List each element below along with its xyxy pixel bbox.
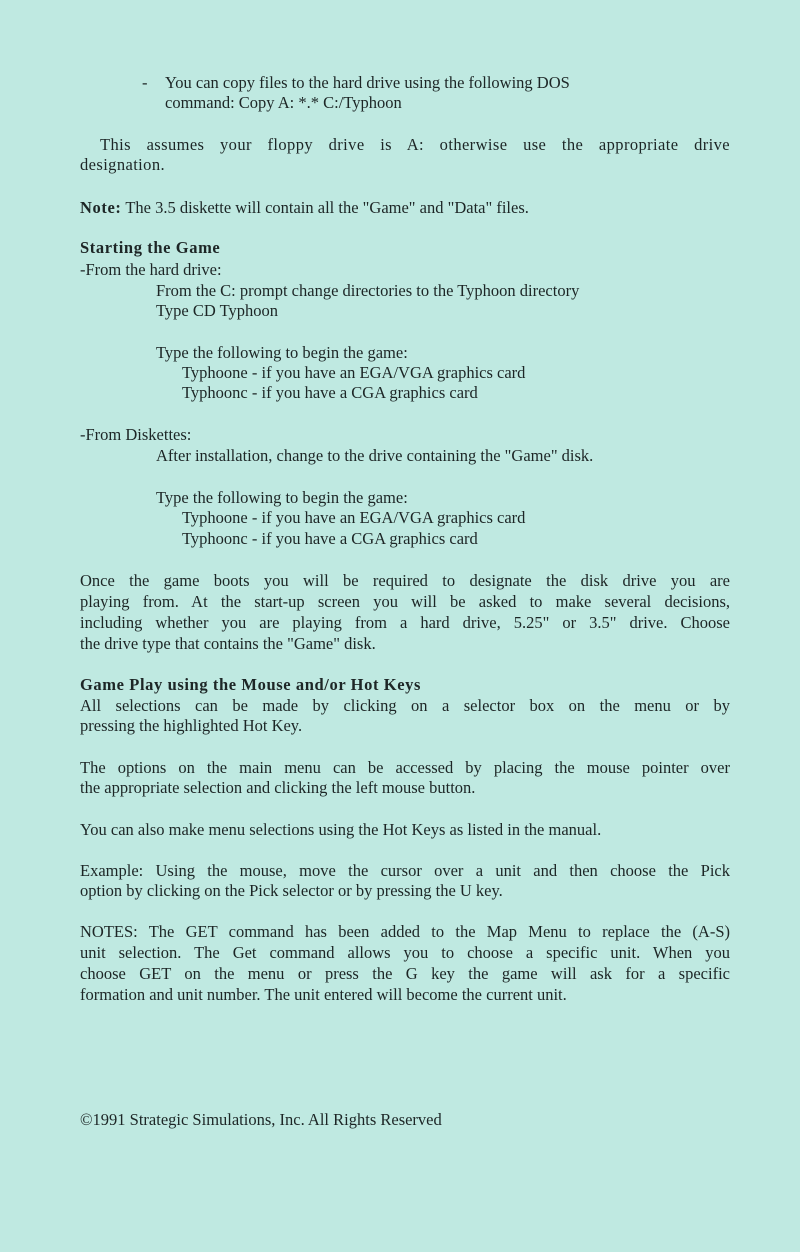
boot-line-4: the drive type that contains the "Game" disk. — [80, 634, 376, 653]
assume-line-2: designation. — [80, 155, 165, 174]
hard-drive-option-1: Typhoone - if you have an EGA/VGA graphics card — [182, 363, 526, 382]
boot-line-1: Once the game boots you will be required to designate the disk drive you are — [80, 571, 730, 590]
note-label: Note: — [80, 198, 122, 217]
copy-line-1: You can copy files to the hard drive using the following DOS — [165, 73, 570, 92]
notes-line-4: formation and unit number. The unit entered will become the current unit. — [80, 985, 567, 1004]
note-line — [80, 198, 529, 218]
note-text: The 3.5 diskette will contain all the "Game" and "Data" files. — [125, 198, 529, 217]
bullet-dash: - — [142, 73, 148, 92]
diskettes-option-1: Typhoone - if you have an EGA/VGA graphics card — [182, 508, 526, 527]
gameplay-p2-line-1: The options on the main menu can be accessed by placing the mouse pointer over — [80, 758, 730, 777]
hard-drive-label: -From the hard drive: — [80, 260, 222, 279]
gameplay-p4-line-2: option by clicking on the Pick selector or by pressing the U key. — [80, 881, 503, 900]
diskettes-label: -From Diskettes: — [80, 425, 192, 444]
boot-line-2: playing from. At the start-up screen you will be asked to make several decisions, — [80, 592, 730, 611]
boot-line-3: including whether you are playing from a hard drive, 5.25" or 3.5" drive. Choose — [80, 613, 730, 632]
diskettes-line-1: After installation, change to the drive containing the "Game" disk. — [156, 446, 594, 465]
notes-line-2: unit selection. The Get command allows you to choose a specific unit. When you — [80, 943, 730, 962]
gameplay-p3-line-1: You can also make menu selections using the Hot Keys as listed in the manual. — [80, 820, 602, 839]
notes-line-3: choose GET on the menu or press the G key the game will ask for a specific — [80, 964, 730, 983]
starting-heading: Starting the Game — [80, 238, 221, 257]
hard-drive-option-2: Typhoonc - if you have a CGA graphics card — [182, 383, 478, 402]
hard-drive-line-2: Type CD Typhoon — [156, 301, 279, 320]
hard-drive-begin: Type the following to begin the game: — [156, 343, 408, 362]
gameplay-heading: Game Play using the Mouse and/or Hot Keys — [80, 675, 422, 694]
copy-line-2: command: Copy A: *.* C:/Typhoon — [165, 93, 402, 112]
hard-drive-line-1: From the C: prompt change directories to the Typhoon directory — [156, 281, 580, 300]
notes-line-1: NOTES: The GET command has been added to the Map Menu to replace the (A-S) — [80, 922, 730, 941]
copyright-footer: ©1991 Strategic Simulations, Inc. All Rights Reserved — [80, 1110, 442, 1129]
assume-line-1: This assumes your floppy drive is A: otherwise use the appropriate drive — [100, 135, 730, 154]
diskettes-option-2: Typhoonc - if you have a CGA graphics card — [182, 529, 478, 548]
gameplay-p4-line-1: Example: Using the mouse, move the cursor over a unit and then choose the Pick — [80, 861, 730, 880]
diskettes-begin: Type the following to begin the game: — [156, 488, 408, 507]
gameplay-p2-line-2: the appropriate selection and clicking the left mouse button. — [80, 778, 476, 797]
gameplay-p1-line-1: All selections can be made by clicking on a selector box on the menu or by — [80, 696, 730, 715]
gameplay-p1-line-2: pressing the highlighted Hot Key. — [80, 716, 303, 735]
